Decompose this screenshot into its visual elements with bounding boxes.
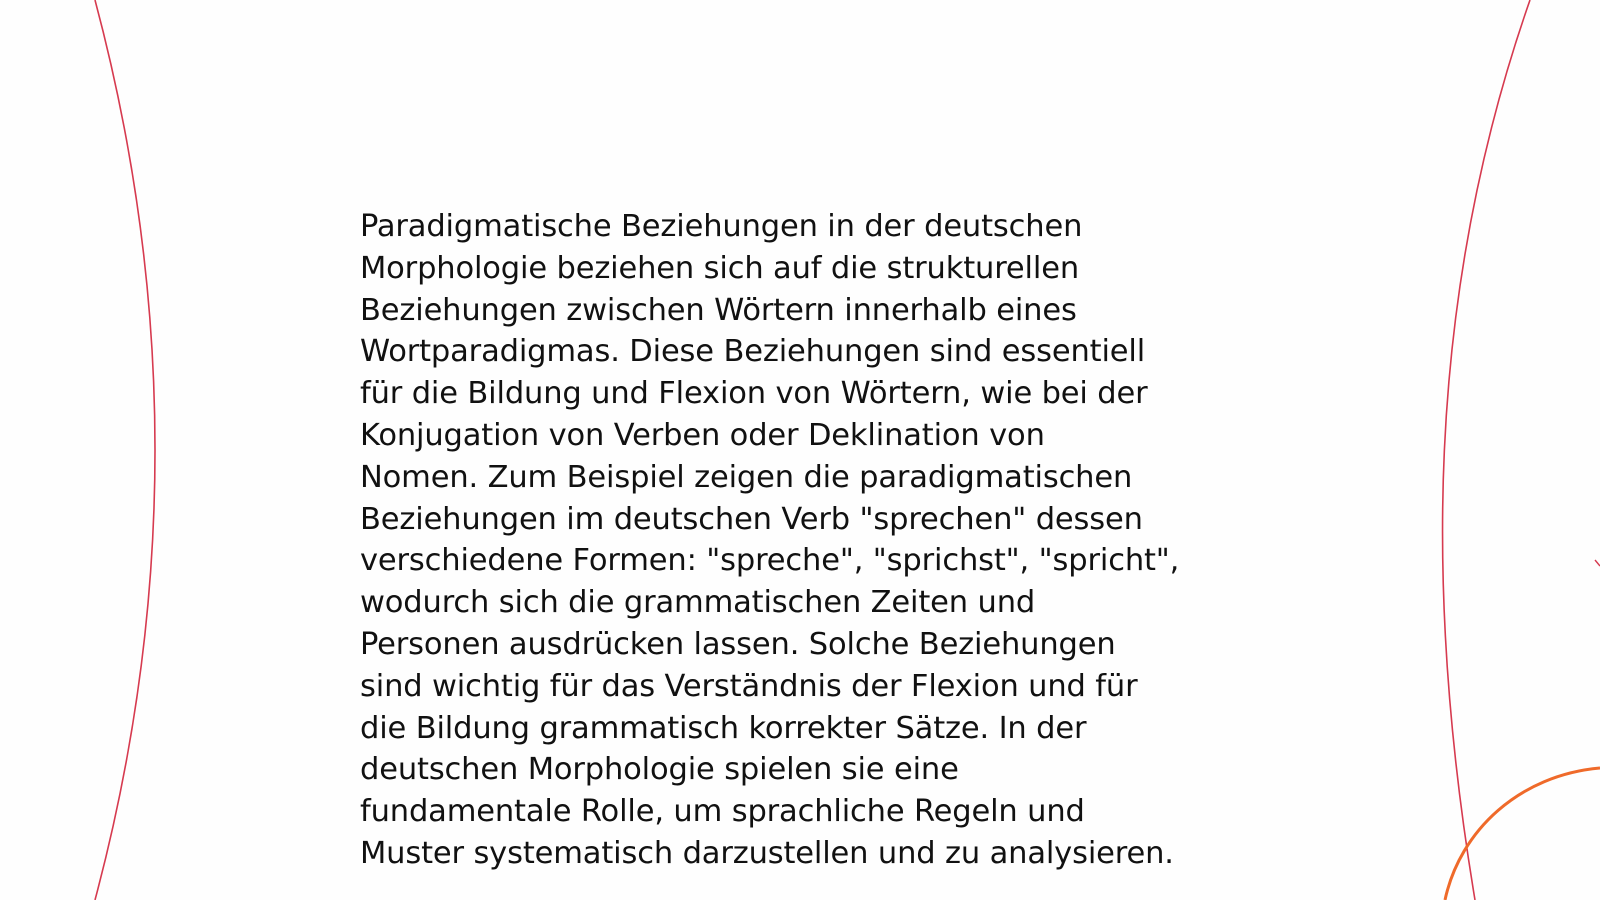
right-curve-line: [1443, 0, 1530, 900]
orange-arc: [1445, 768, 1600, 900]
left-curve-line: [95, 0, 155, 900]
body-paragraph: Paradigmatische Beziehungen in der deutschen Morphologie beziehen sich auf die strukturellen Beziehungen zwischen Wörtern innerhalb eines Wortparadigmas. Diese Beziehungen sind essentiell für die Bildung und Flexion von Wörtern, wie bei der Konjugation von Verben oder Deklination von Nomen. Zum Beispiel zeigen die paradigmatischen Beziehungen im deutschen Verb "sprechen" dessen verschiedene Formen: "spreche", "sprichst", "spricht", wodurch sich die grammatischen Zeiten und Personen ausdrücken lassen. Solche Beziehungen sind wichtig für das Verständnis der Flexion und für die Bildung grammatisch korrekter Sätze. In der deutschen Morphologie spielen sie eine fundamentale Rolle, um sprachliche Regeln und Muster systematisch darzustellen und zu analysieren.: [360, 209, 1180, 871]
small-tick-mark: [1595, 560, 1600, 566]
